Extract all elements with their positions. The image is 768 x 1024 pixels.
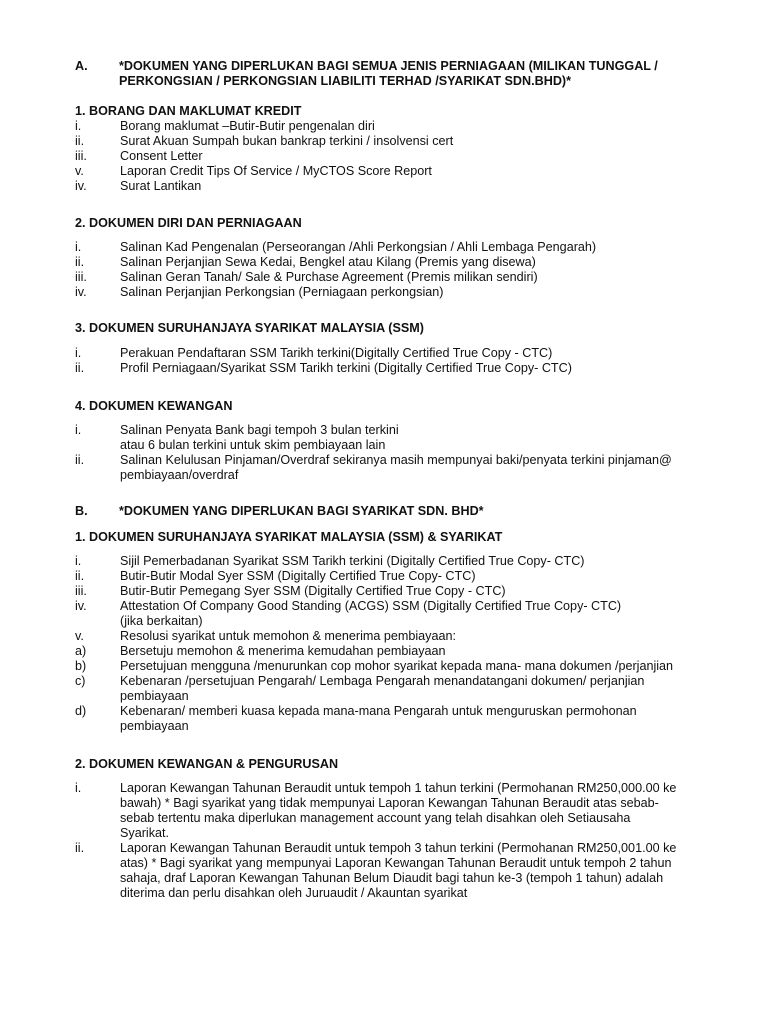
list-item-number: iv. bbox=[75, 179, 87, 193]
list-item-text: Surat Lantikan bbox=[120, 179, 202, 193]
list-item bbox=[75, 674, 702, 704]
list-item bbox=[75, 569, 702, 584]
section-a-header bbox=[75, 59, 702, 89]
section-b2-list bbox=[75, 781, 702, 901]
list-item-text: Laporan Kewangan Tahunan Beraudit untuk tempoh 3 tahun terkini (Permohanan RM250,001.00 ke atas) * Bagi syarikat yang mempunyai Laporan Kewangan Tahunan Beraudit untuk tempoh 2 tahun sahaja, draf Laporan Kewangan Tahunan Belum Diaudit bagi tahun ke-3 (tempoh 1 tahun) adalah diterima dan perlu disahkan oleh Juruaudit / Akauntan syarikat bbox=[120, 841, 677, 900]
list-item bbox=[75, 346, 702, 361]
list-item-text: Salinan Penyata Bank bagi tempoh 3 bulan terkini atau 6 bulan terkini untuk skim pembiayaan lain bbox=[120, 423, 399, 452]
list-item-text: Perakuan Pendaftaran SSM Tarikh terkini(Digitally Certified True Copy - CTC) bbox=[120, 346, 553, 360]
section-a3-heading: 3. DOKUMEN SURUHANJAYA SYARIKAT MALAYSIA (SSM) bbox=[75, 321, 424, 335]
section-a4-list bbox=[75, 423, 702, 483]
list-item-number: d) bbox=[75, 704, 87, 718]
list-item-text: Salinan Perjanjian Sewa Kedai, Bengkel atau Kilang (Premis yang disewa) bbox=[120, 255, 536, 269]
section-a2-heading: 2. DOKUMEN DIRI DAN PERNIAGAAN bbox=[75, 216, 302, 230]
list-item bbox=[75, 149, 702, 164]
list-item-text: Laporan Kewangan Tahunan Beraudit untuk tempoh 1 tahun terkini (Permohanan RM250,000.00 ke bawah) * Bagi syarikat yang tidak mempunyai Laporan Kewangan Tahunan Beraudit atas sebab- sebab tertentu maka diperlukan management account yang telah disahkan oleh Setiausaha Syarikat. bbox=[120, 781, 677, 840]
list-item bbox=[75, 134, 702, 149]
list-item-number: v. bbox=[75, 164, 84, 178]
list-item bbox=[75, 119, 702, 134]
list-item-text: Salinan Kad Pengenalan (Perseorangan /Ahli Perkongsian / Ahli Lembaga Pengarah) bbox=[120, 240, 597, 254]
section-a1-heading: 1. BORANG DAN MAKLUMAT KREDIT bbox=[75, 104, 302, 118]
list-item-number: i. bbox=[75, 781, 82, 795]
list-item bbox=[75, 584, 702, 599]
list-item bbox=[75, 554, 702, 569]
list-item bbox=[75, 240, 702, 255]
list-item-number: iv. bbox=[75, 599, 87, 613]
list-item-number: i. bbox=[75, 346, 82, 360]
list-item-text: Salinan Kelulusan Pinjaman/Overdraf sekiranya masih mempunyai baki/penyata terkini pinjaman@ pembiayaan/overdraf bbox=[120, 453, 672, 482]
list-item-number: v. bbox=[75, 629, 84, 643]
list-item-number: ii. bbox=[75, 569, 85, 583]
list-item-text: Butir-Butir Modal Syer SSM (Digitally Certified True Copy- CTC) bbox=[120, 569, 476, 583]
list-item bbox=[75, 179, 702, 194]
list-item-number: iii. bbox=[75, 270, 87, 284]
section-a-title: *DOKUMEN YANG DIPERLUKAN BAGI SEMUA JENIS PERNIAGAAN (MILIKAN TUNGGAL / PERKONGSIAN / PERKONGSIAN LIABILITI TERHAD /SYARIKAT SDN.BHD)* bbox=[119, 59, 658, 88]
list-item-number: iv. bbox=[75, 285, 87, 299]
list-item-number: i. bbox=[75, 423, 82, 437]
list-item-text: Attestation Of Company Good Standing (ACGS) SSM (Digitally Certified True Copy- CTC) (jika berkaitan) bbox=[120, 599, 622, 628]
list-item-number: iii. bbox=[75, 149, 87, 163]
section-a3-list bbox=[75, 346, 702, 376]
list-item bbox=[75, 255, 702, 270]
list-item-number: i. bbox=[75, 240, 82, 254]
list-item-text: Surat Akuan Sumpah bukan bankrap terkini / insolvensi cert bbox=[120, 134, 454, 148]
section-b-header bbox=[75, 504, 702, 519]
section-b2-heading: 2. DOKUMEN KEWANGAN & PENGURUSAN bbox=[75, 757, 339, 771]
list-item bbox=[75, 164, 702, 179]
list-item-text: Kebenaran /persetujuan Pengarah/ Lembaga Pengarah menandatangani dokumen/ perjanjian pembiayaan bbox=[120, 674, 645, 703]
list-item-text: Consent Letter bbox=[120, 149, 203, 163]
list-item bbox=[75, 629, 702, 644]
list-item-number: ii. bbox=[75, 134, 85, 148]
list-item bbox=[75, 453, 702, 483]
list-item-number: iii. bbox=[75, 584, 87, 598]
list-item bbox=[75, 781, 702, 841]
list-item bbox=[75, 361, 702, 376]
list-item-text: Salinan Geran Tanah/ Sale & Purchase Agreement (Premis milikan sendiri) bbox=[120, 270, 538, 284]
section-a4-heading: 4. DOKUMEN KEWANGAN bbox=[75, 399, 233, 413]
section-b1-heading: 1. DOKUMEN SURUHANJAYA SYARIKAT MALAYSIA (SSM) & SYARIKAT bbox=[75, 530, 503, 544]
list-item bbox=[75, 423, 702, 453]
list-item bbox=[75, 704, 702, 734]
list-item-number: i. bbox=[75, 119, 82, 133]
list-item-number: ii. bbox=[75, 453, 85, 467]
list-item-number: i. bbox=[75, 554, 82, 568]
list-item-number: a) bbox=[75, 644, 87, 658]
list-item-number: c) bbox=[75, 674, 86, 688]
list-item bbox=[75, 599, 702, 629]
list-item bbox=[75, 644, 702, 659]
list-item bbox=[75, 285, 702, 300]
list-item-text: Resolusi syarikat untuk memohon & menerima pembiayaan: bbox=[120, 629, 456, 643]
list-item-text: Salinan Perjanjian Perkongsian (Perniagaan perkongsian) bbox=[120, 285, 444, 299]
list-item-number: ii. bbox=[75, 361, 85, 375]
section-b1-list bbox=[75, 554, 702, 734]
section-a-marker: A. bbox=[75, 59, 88, 73]
list-item-text: Bersetuju memohon & menerima kemudahan pembiayaan bbox=[120, 644, 446, 658]
list-item-text: Sijil Pemerbadanan Syarikat SSM Tarikh terkini (Digitally Certified True Copy- CTC) bbox=[120, 554, 585, 568]
section-b-title: *DOKUMEN YANG DIPERLUKAN BAGI SYARIKAT SDN. BHD* bbox=[119, 504, 484, 518]
list-item bbox=[75, 841, 702, 901]
section-b-marker: B. bbox=[75, 504, 88, 518]
section-a1-list bbox=[75, 119, 702, 194]
list-item-number: ii. bbox=[75, 841, 85, 855]
list-item-text: Laporan Credit Tips Of Service / MyCTOS Score Report bbox=[120, 164, 432, 178]
list-item-text: Borang maklumat –Butir-Butir pengenalan diri bbox=[120, 119, 375, 133]
list-item bbox=[75, 270, 702, 285]
list-item-text: Kebenaran/ memberi kuasa kepada mana-mana Pengarah untuk menguruskan permohonan pembiayaan bbox=[120, 704, 637, 733]
list-item-number: ii. bbox=[75, 255, 85, 269]
list-item-number: b) bbox=[75, 659, 87, 673]
list-item bbox=[75, 659, 702, 674]
list-item-text: Persetujuan mengguna /menurunkan cop mohor syarikat kepada mana- mana dokumen /perjanjian bbox=[120, 659, 674, 673]
list-item-text: Butir-Butir Pemegang Syer SSM (Digitally Certified True Copy - CTC) bbox=[120, 584, 506, 598]
section-a2-list bbox=[75, 240, 702, 300]
list-item-text: Profil Perniagaan/Syarikat SSM Tarikh terkini (Digitally Certified True Copy- CTC) bbox=[120, 361, 572, 375]
